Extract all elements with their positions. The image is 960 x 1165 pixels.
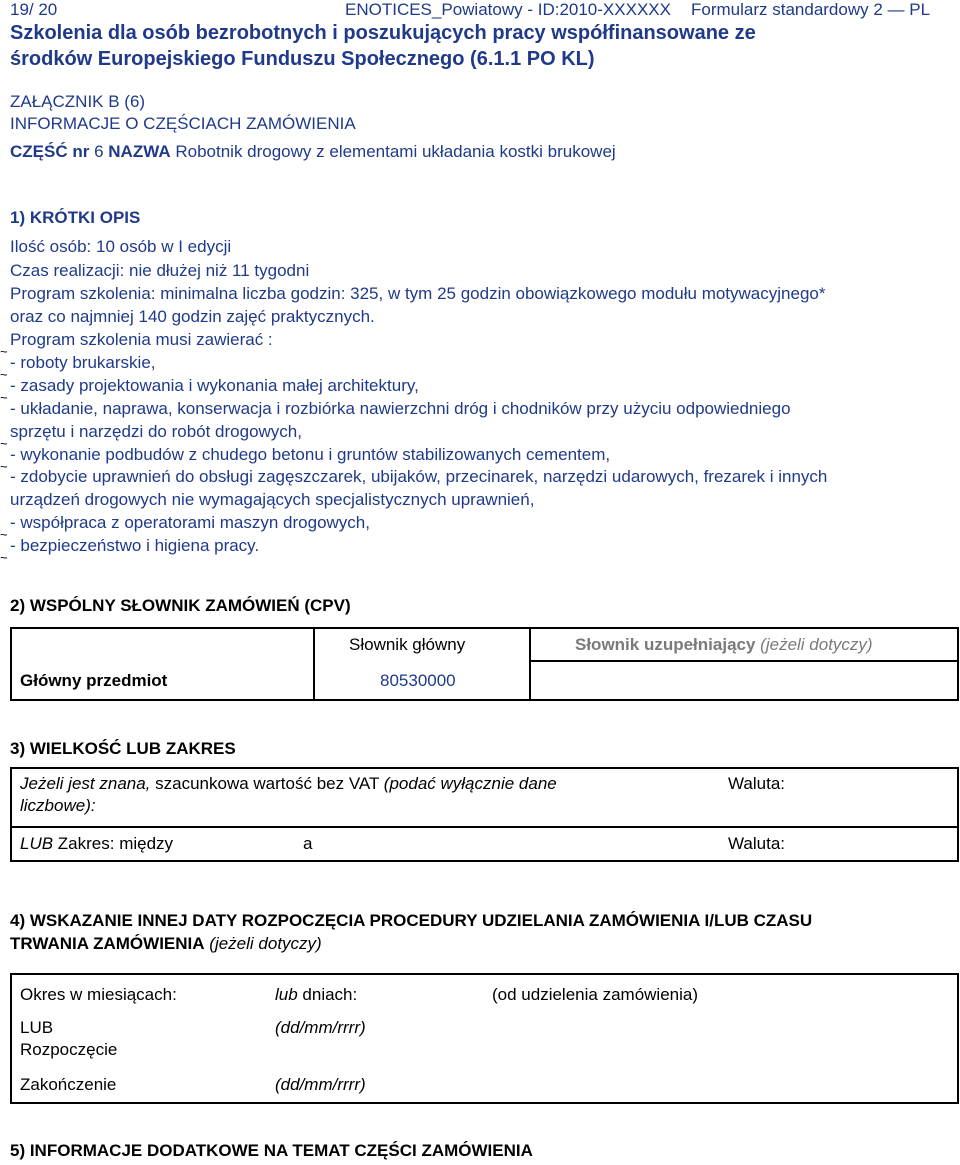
part-name-label: NAZWA (108, 142, 171, 161)
program-line: - zdobycie uprawnień do obsługi zagęszczarek, ubijaków, przecinarek, narzędzi udarowych, frezarek i innych (10, 467, 828, 486)
end-label: Zakończenie (20, 1075, 117, 1094)
days-label: dniach: (297, 985, 358, 1004)
cpv-code: 80530000 (380, 671, 456, 690)
document-title-line1: Szkolenia dla osób bezrobotnych i poszukujących pracy współfinansowane ze (10, 22, 756, 44)
cpv-supp-header (575, 635, 873, 655)
scope-value-label (20, 774, 557, 794)
program-line: - układanie, naprawa, konserwacja i rozbiórka nawierzchni dróg i chodników przy użyciu odpowiedniego (10, 399, 791, 418)
program-line: - bezpieczeństwo i higiena pracy. (10, 536, 260, 555)
days-label-group (275, 985, 357, 1005)
part-number: 6 (94, 142, 104, 161)
section1-line: oraz co najmniej 140 godzin zajęć praktycznych. (10, 307, 375, 326)
section1-heading: 1) KRÓTKI OPIS (10, 208, 141, 227)
program-line: - roboty brukarskie, (10, 353, 156, 372)
annex-title: ZAŁĄCZNIK B (6) (10, 92, 146, 111)
section1-line: Czas realizacji: nie dłużej niż 11 tygodni (10, 261, 310, 280)
lub-label: LUB (20, 1018, 54, 1037)
cpv-supp-label: Słownik uzupełniający (575, 635, 756, 654)
notice-id: ENOTICES_Powiatowy - ID:2010-XXXXXX (345, 0, 671, 19)
scope-range-text: Zakres: między (53, 834, 174, 853)
program-line: - współpraca z operatorami maszyn drogowych, (10, 513, 370, 532)
cpv-main-header: Słownik główny (349, 635, 466, 654)
part-name-value: Robotnik drogowy z elementami układania kostki brukowej (175, 142, 616, 161)
from-award-label: (od udzielenia zamówienia) (492, 985, 699, 1004)
part-prefix: CZĘŚĆ nr (10, 142, 90, 161)
list-marker: ~ (0, 550, 8, 565)
program-line: - wykonanie podbudów z chudego betonu i gruntów stabilizowanych cementem, (10, 445, 611, 464)
list-marker: ~ (0, 527, 8, 542)
annex-subtitle: INFORMACJE O CZĘŚCIACH ZAMÓWIENIA (10, 114, 356, 133)
section1-line: Program szkolenia: minimalna liczba godzin: 325, w tym 25 godzin obowiązkowego modułu motywacyjnego* (10, 284, 826, 303)
days-lub: lub (275, 985, 298, 1004)
scope-range-and: a (303, 834, 313, 853)
scope-value-note: (podać wyłącznie dane (383, 774, 557, 793)
cpv-table-divider (529, 627, 531, 701)
section3-heading: 3) WIELKOŚĆ LUB ZAKRES (10, 739, 236, 758)
months-label: Okres w miesiącach: (20, 985, 177, 1004)
program-line: - zasady projektowania i wykonania małej architektury, (10, 376, 419, 395)
scope-range-label (20, 834, 173, 854)
document-title-line2: środków Europejskiego Funduszu Społecznego (6.1.1 PO KL) (10, 48, 595, 70)
section2-heading: 2) WSPÓLNY SŁOWNIK ZAMÓWIEŃ (CPV) (10, 596, 351, 615)
start-date-format: (dd/mm/rrrr) (275, 1018, 366, 1037)
list-marker: ~ (0, 459, 8, 474)
program-line: sprzętu i narzędzi do robót drogowych, (10, 422, 302, 441)
section4-heading-text: TRWANIA ZAMÓWIENIA (10, 934, 205, 953)
currency-label: Waluta: (728, 834, 786, 853)
page-number: 19/ 20 (10, 0, 58, 19)
list-marker: ~ (0, 390, 8, 405)
section4-heading-line2 (10, 934, 322, 954)
section5-heading: 5) INFORMACJE DODATKOWE NA TEMAT CZĘŚCI ZAMÓWIENIA (10, 1141, 533, 1160)
end-date-format: (dd/mm/rrrr) (275, 1075, 366, 1094)
scope-value-note-cont: liczbowe): (20, 796, 96, 815)
section4-heading-note: (jeżeli dotyczy) (209, 934, 322, 953)
currency-label: Waluta: (728, 774, 786, 793)
scope-table-divider (10, 826, 959, 828)
list-marker: ~ (0, 344, 8, 359)
program-line: urządzeń drogowych nie wymagających specjalistycznych uprawnień, (10, 490, 535, 509)
form-name: Formularz standardowy 2 — PL (691, 0, 931, 19)
cpv-table-divider (313, 627, 315, 701)
section4-heading-line1: 4) WSKAZANIE INNEJ DATY ROZPOCZĘCIA PROCEDURY UDZIELANIA ZAMÓWIENIA I/LUB CZASU (10, 911, 813, 930)
scope-value-text: szacunkowa wartość bez VAT (150, 774, 384, 793)
part-heading (10, 142, 616, 162)
scope-known-italic: Jeżeli jest znana, (20, 774, 151, 793)
list-marker: ~ (0, 367, 8, 382)
program-line: Program szkolenia musi zawierać : (10, 330, 273, 349)
cpv-supp-note: (jeżeli dotyczy) (760, 635, 873, 654)
section1-line: Ilość osób: 10 osób w I edycji (10, 237, 232, 256)
list-marker: ~ (0, 436, 8, 451)
scope-lub: LUB (20, 834, 54, 853)
cpv-row-label: Główny przedmiot (20, 671, 168, 690)
cpv-table-divider (529, 660, 959, 662)
start-label: Rozpoczęcie (20, 1040, 118, 1059)
